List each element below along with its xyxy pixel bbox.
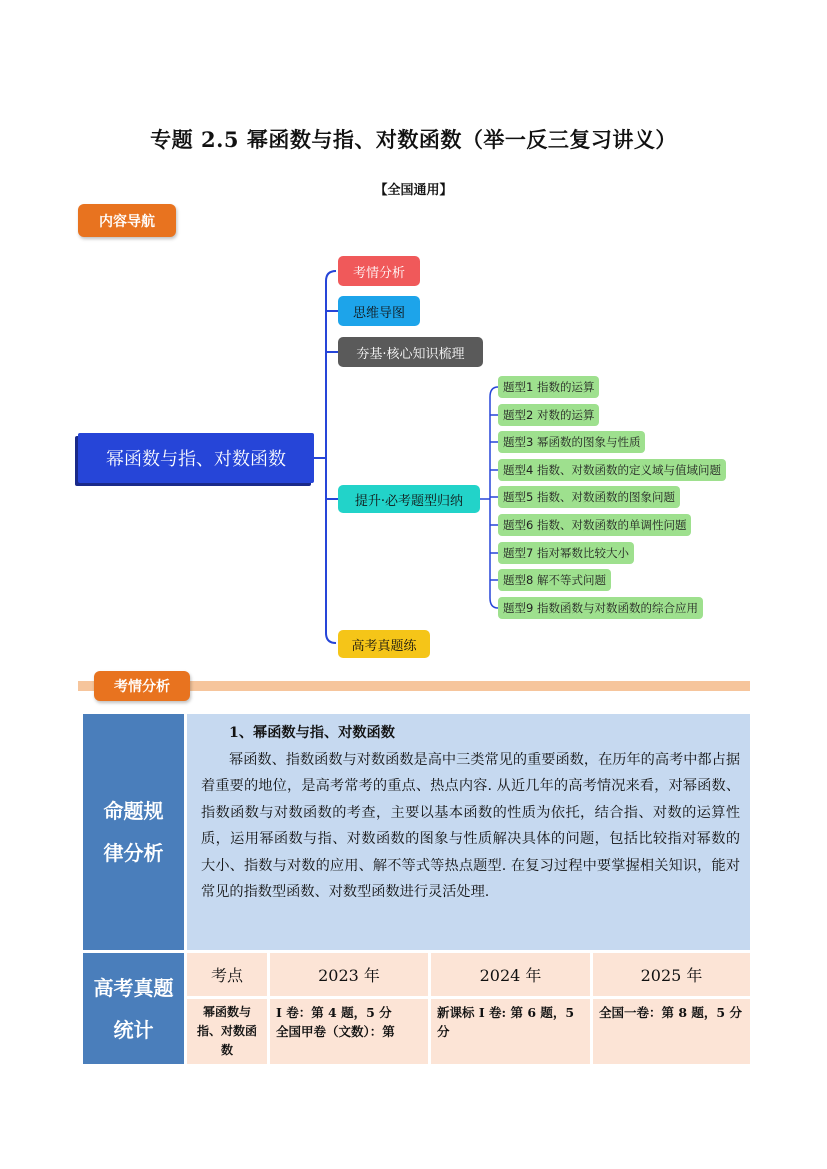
analysis-row	[83, 714, 750, 950]
analysis-subtitle: 1、幂函数与指、对数函数	[229, 725, 395, 741]
mindmap-leaf: 题型5 指数、对数函数的图象问题	[498, 486, 680, 508]
analysis-section-tag: 考情分析	[94, 671, 190, 701]
row-header-analysis: 命题规律分析	[83, 714, 184, 950]
stats-header-row	[83, 953, 750, 996]
page-title: 专题 2.5 幂函数与指、对数函数（举一反三复习讲义）	[150, 127, 677, 152]
col-header-topic: 考点	[187, 953, 267, 996]
page-subtitle: 【全国通用】	[374, 183, 453, 198]
cell-2024: 新课标 I 卷: 第 6 题，5 分	[431, 999, 590, 1064]
analysis-text: 幂函数、指数函数与对数函数是高中三类常见的重要函数，在历年的高考中都占据着重要的地位，是高考常考的重点、热点内容. 从近几年的高考情况来看，对幂函数、指数函数与对数函数的考查，主要以基本函数的性质为依托，结合指、对数的运算性质，运用幂函数与指、对数函数的图象与性质解决具体的问题，包括比较指对幂数的大小、指数与对数的应用、解不等式等热点题型. 在复习过程中要掌握相关知识，能对常见的指数型函数、对数型函数进行灵活处理.	[201, 751, 741, 900]
mindmap-leaf: 题型3 幂函数的图象与性质	[498, 431, 645, 453]
row-header-stats: 高考真题统计	[83, 953, 184, 1064]
mindmap-leaf: 题型2 对数的运算	[498, 404, 599, 426]
mindmap-branch-exam-practice: 高考真题练	[338, 630, 430, 658]
col-header-2023: 2023 年	[270, 953, 428, 996]
mindmap-branch-question-types: 提升·必考题型归纳	[338, 485, 480, 513]
content-nav-tag: 内容导航	[78, 204, 176, 237]
analysis-table	[80, 711, 753, 1067]
col-header-2024: 2024 年	[431, 953, 590, 996]
mindmap-branch-mindmap: 思维导图	[338, 296, 420, 326]
mindmap-root: 幂函数与指、对数函数	[78, 433, 314, 483]
mindmap-leaf: 题型8 解不等式问题	[498, 569, 611, 591]
cell-2025: 全国一卷：第 8 题，5 分	[593, 999, 750, 1064]
mindmap-leaf: 题型4 指数、对数函数的定义域与值域问题	[498, 459, 726, 481]
mindmap-leaf: 题型1 指数的运算	[498, 376, 599, 398]
cell-2023: I 卷：第 4 题，5 分 全国甲卷（文数）：第	[270, 999, 428, 1064]
mindmap-branch-analysis: 考情分析	[338, 256, 420, 286]
mindmap-leaf: 题型9 指数函数与对数函数的综合应用	[498, 597, 703, 619]
mindmap-leaf: 题型6 指数、对数函数的单调性问题	[498, 514, 691, 536]
analysis-content	[187, 714, 750, 950]
cell-topic: 幂函数与指、对数函数	[187, 999, 267, 1064]
mindmap-branch-knowledge: 夯基·核心知识梳理	[338, 337, 483, 367]
col-header-2025: 2025 年	[593, 953, 750, 996]
mindmap-leaf: 题型7 指对幂数比较大小	[498, 542, 634, 564]
